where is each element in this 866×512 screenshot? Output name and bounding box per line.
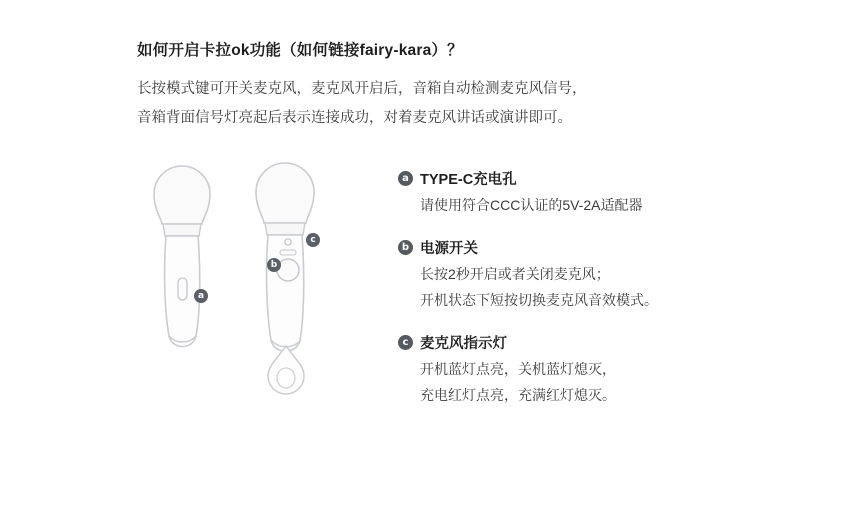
legend-body-indicator-light <box>420 356 818 408</box>
mic-strap-hole <box>277 368 295 388</box>
intro-line-1: 长按模式键可开关麦克风，麦克风开启后，音箱自动检测麦克风信号， <box>137 81 587 97</box>
legend-title-row <box>398 168 818 189</box>
legend-line: 充电红灯点亮，充满红灯熄灭。 <box>420 387 616 403</box>
legend-item-power-switch <box>398 237 818 313</box>
marker-c: c <box>306 233 320 247</box>
legend-title-power-switch: 电源开关 <box>420 241 478 257</box>
badge-c-icon: c <box>398 335 413 350</box>
legend-item-type-c <box>398 168 818 218</box>
legend-body-type-c <box>420 192 818 218</box>
intro-line-2: 音箱背面信号灯亮起后表示连接成功，对着麦克风讲话或演讲即可。 <box>137 110 572 126</box>
mic-neck-right <box>265 223 305 235</box>
mic-neck-left <box>163 224 201 236</box>
legend-line: 请使用符合CCC认证的5V-2A适配器 <box>420 197 643 213</box>
mic-head-right <box>256 163 314 223</box>
legend-item-indicator-light <box>398 332 818 408</box>
legend-title-row <box>398 237 818 258</box>
mic-head-left <box>154 166 210 224</box>
legend-title-row <box>398 332 818 353</box>
microphone-front-view <box>154 166 210 347</box>
legend-line: 开机蓝灯点亮，关机蓝灯熄灭， <box>420 361 616 377</box>
marker-a: a <box>194 289 208 303</box>
legend-body-power-switch <box>420 261 818 313</box>
legend-line: 长按2秒开启或者关闭麦克风； <box>420 266 610 282</box>
marker-b: b <box>267 258 281 272</box>
indicator-led <box>285 239 291 245</box>
legend-title-indicator-light: 麦克风指示灯 <box>420 336 507 352</box>
badge-a-icon: a <box>398 171 413 186</box>
intro-paragraph <box>137 75 587 133</box>
microphone-illustration <box>130 150 370 410</box>
microphone-back-view <box>256 163 314 394</box>
mic-grill-slot <box>280 250 296 255</box>
legend-title-type-c: TYPE-C充电孔 <box>420 172 517 188</box>
legend-line: 开机状态下短按切换麦克风音效模式。 <box>420 292 658 308</box>
microphone-diagram-svg <box>130 150 370 410</box>
legend-list <box>398 168 818 427</box>
badge-b-icon: b <box>398 240 413 255</box>
type-c-port-slot <box>178 278 187 300</box>
page-title: 如何开启卡拉ok功能（如何链接fairy-kara）？ <box>137 42 463 59</box>
